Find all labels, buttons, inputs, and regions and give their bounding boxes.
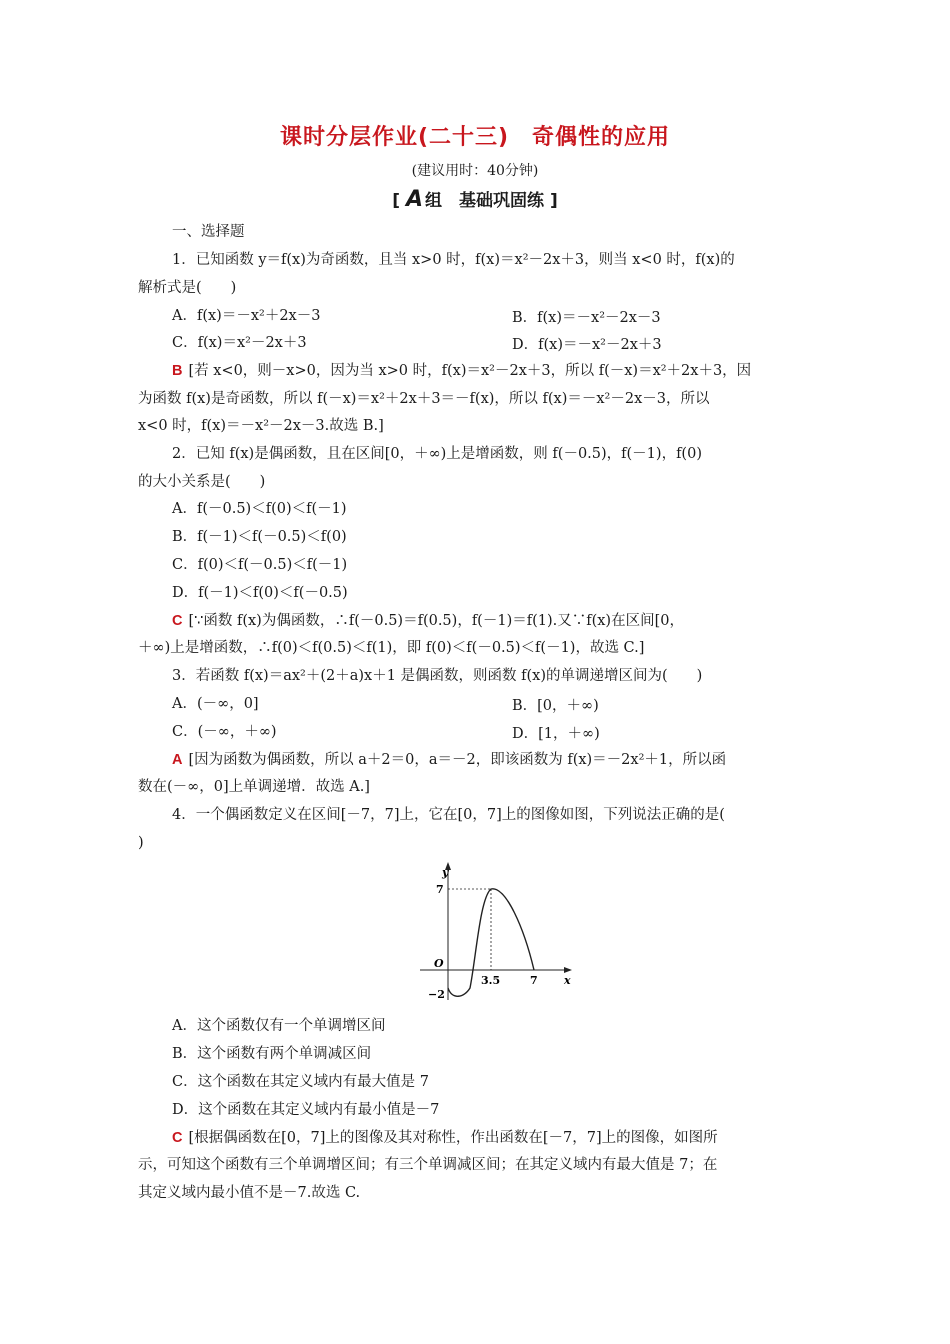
y-tick-7: 7 xyxy=(436,883,444,896)
x-axis-label: x xyxy=(564,974,571,987)
function-graph xyxy=(418,858,578,1008)
group-text: 组 基础巩固练 xyxy=(425,191,545,211)
q4-explanation-line3: 其定义域内最小值不是－7.故选 C. xyxy=(138,1185,361,1201)
page-title: 课时分层作业(二十三) 奇偶性的应用 xyxy=(279,125,671,150)
y-axis-label: y xyxy=(442,866,449,879)
q1-stem-line1: 1．已知函数 y＝f(x)为奇函数，且当 x>0 时，f(x)＝x²－2x＋3，则当 x<0 时，f(x)的 xyxy=(172,252,735,268)
q1-option-a: A．f(x)＝－x²＋2x－3 xyxy=(172,308,321,324)
q4-option-d: D．这个函数在其定义域内有最小值是－7 xyxy=(172,1102,440,1118)
q1-explanation-line2: 为函数 f(x)是奇函数，所以 f(－x)＝x²＋2x＋3＝－f(x)，所以 f(x)＝－x²－2x－3，所以 xyxy=(138,391,710,407)
q4-explanation-line2: 示，可知这个函数有三个单调增区间；有三个单调减区间；在其定义域内有最大值是 7；在 xyxy=(138,1157,718,1173)
q1-option-d: D．f(x)＝－x²－2x＋3 xyxy=(512,337,662,353)
q3-option-c: C．(－∞，＋∞) xyxy=(172,724,277,740)
y-tick-minus-2: −2 xyxy=(428,988,445,1001)
q3-exp1: [因为函数为偶函数，所以 a＋2＝0，a＝－2，即该函数为 f(x)＝－2x²＋1，所以函 xyxy=(188,752,727,768)
origin-label: O xyxy=(434,957,444,970)
group-heading xyxy=(0,186,950,212)
q3-stem-line1: 3．若函数 f(x)＝ax²＋(2＋a)x＋1 是偶函数，则函数 f(x)的单调递增区间为( ) xyxy=(172,668,703,684)
q2-option-c: C．f(0)＜f(－0.5)＜f(－1) xyxy=(172,557,348,573)
x-tick-3-5: 3.5 xyxy=(481,974,501,987)
bracket-left: [ xyxy=(392,191,401,211)
q4-option-c: C．这个函数在其定义域内有最大值是 7 xyxy=(172,1074,429,1090)
bracket-right: ] xyxy=(549,191,558,211)
q4-answer: C xyxy=(172,1130,183,1146)
q3-explanation-line1 xyxy=(172,750,726,770)
q3-explanation-line2: 数在(－∞，0]上单调递增．故选 A.] xyxy=(138,779,370,795)
q3-option-a: A．(－∞，0] xyxy=(172,696,259,712)
q2-explanation-line2: ＋∞)上是增函数，∴f(0)＜f(0.5)＜f(1)，即 f(0)＜f(－0.5)＜f(－1)，故选 C.] xyxy=(138,640,645,656)
q2-option-a: A．f(－0.5)＜f(0)＜f(－1) xyxy=(172,501,347,517)
q2-explanation-line1 xyxy=(172,611,684,631)
q2-exp1: [∵函数 f(x)为偶函数，∴f(－0.5)＝f(0.5)，f(－1)＝f(1).又∵f(x)在区间[0， xyxy=(188,613,684,629)
q1-explanation-line3: x<0 时，f(x)＝－x²－2x－3.故选 B.] xyxy=(138,418,384,434)
q2-option-b: B．f(－1)＜f(－0.5)＜f(0) xyxy=(172,529,347,545)
q3-option-d: D．[1，＋∞) xyxy=(512,726,600,742)
q2-stem-line1: 2．已知 f(x)是偶函数，且在区间[0，＋∞)上是增函数，则 f(－0.5)，f(－1)，f(0) xyxy=(172,446,702,462)
q1-explanation-line1 xyxy=(172,361,751,381)
q2-stem-line2: 的大小关系是( ) xyxy=(138,474,266,490)
group-letter: A xyxy=(405,187,424,212)
q1-option-b: B．f(x)＝－x²－2x－3 xyxy=(512,310,661,326)
q3-option-b: B．[0，＋∞) xyxy=(512,698,599,714)
q1-answer: B xyxy=(172,363,183,379)
section-heading: 一、选择题 xyxy=(172,224,245,240)
q2-answer: C xyxy=(172,613,183,629)
q4-explanation-line1 xyxy=(172,1128,718,1148)
q4-option-b: B．这个函数有两个单调减区间 xyxy=(172,1046,372,1062)
q4-stem-line2: ) xyxy=(138,835,144,851)
q4-stem-line1: 4．一个偶函数定义在区间[－7，7]上，它在[0，7]上的图像如图，下列说法正确的是( xyxy=(172,807,725,823)
x-tick-7: 7 xyxy=(530,974,538,987)
q2-option-d: D．f(－1)＜f(0)＜f(－0.5) xyxy=(172,585,348,601)
q4-option-a: A．这个函数仅有一个单调增区间 xyxy=(172,1018,386,1034)
x-axis-arrow xyxy=(564,967,572,973)
q1-option-c: C．f(x)＝x²－2x＋3 xyxy=(172,335,307,351)
q1-exp1: [若 x<0，则－x>0，因为当 x>0 时，f(x)＝x²－2x＋3，所以 f(－x)＝x²＋2x＋3，因 xyxy=(188,363,752,379)
time-suggestion: (建议用时：40分钟) xyxy=(411,163,539,179)
q4-exp1: [根据偶函数在[0，7]上的图像及其对称性，作出函数在[－7，7]上的图像，如图所 xyxy=(188,1130,718,1146)
q3-answer: A xyxy=(172,752,183,768)
q1-stem-line2: 解析式是( ) xyxy=(138,280,237,296)
